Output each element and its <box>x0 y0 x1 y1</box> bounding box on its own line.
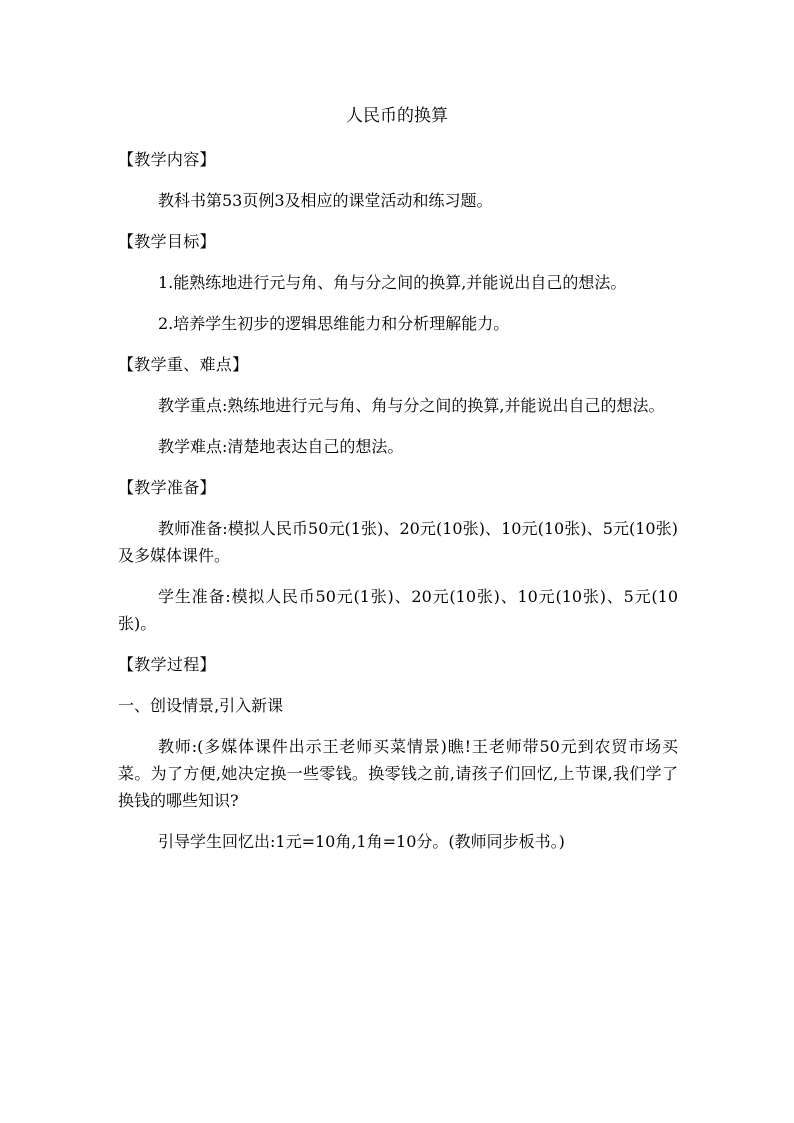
paragraph-goal-2: 2.培养学生初步的逻辑思维能力和分析理解能力。 <box>158 314 510 333</box>
document-body <box>118 146 678 869</box>
paragraph-teaching-content: 教科书第53页例3及相应的课堂活动和练习题。 <box>158 191 493 210</box>
heading-teaching-content: 【教学内容】 <box>118 150 216 169</box>
paragraph-key-point: 教学重点:熟练地进行元与角、角与分之间的换算,并能说出自己的想法。 <box>158 396 665 415</box>
heading-teaching-process: 【教学过程】 <box>118 655 216 674</box>
heading-teaching-goals: 【教学目标】 <box>118 232 216 251</box>
heading-teaching-preparation: 【教学准备】 <box>118 478 216 497</box>
paragraph-teacher-scenario: 教师:(多媒体课件出示王老师买菜情景)瞧!王老师带50元到农贸市场买菜。为了方便,她决定换一些零钱。换零钱之前,请孩子们回忆,上节课,我们学了换钱的哪些知识? <box>118 737 678 810</box>
heading-key-difficult-points: 【教学重、难点】 <box>118 355 249 374</box>
paragraph-guide-recall: 引导学生回忆出:1元=10角,1角=10分。(教师同步板书。) <box>158 832 565 851</box>
document-title: 人民币的换算 <box>346 106 448 126</box>
paragraph-difficult-point: 教学难点:清楚地表达自己的想法。 <box>158 437 404 456</box>
paragraph-student-preparation: 学生准备:模拟人民币50元(1张)、20元(10张)、10元(10张)、5元(10张)。 <box>118 587 678 633</box>
section-create-scenario: 一、创设情景,引入新课 <box>118 696 284 715</box>
paragraph-goal-1: 1.能熟练地进行元与角、角与分之间的换算,并能说出自己的想法。 <box>158 273 627 292</box>
paragraph-teacher-preparation: 教师准备:模拟人民币50元(1张)、20元(10张)、10元(10张)、5元(10张)及多媒体课件。 <box>118 519 678 565</box>
